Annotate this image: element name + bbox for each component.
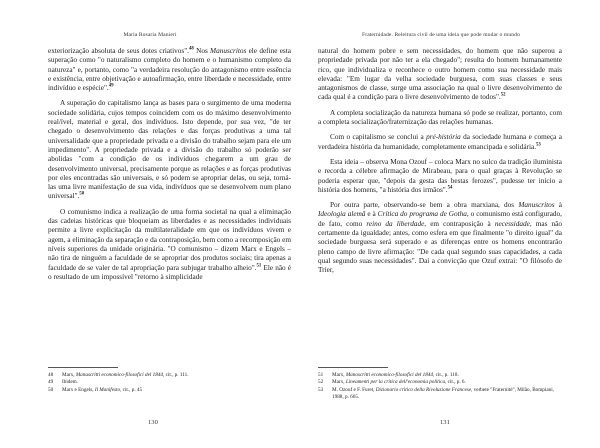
footnote-text <box>62 387 291 394</box>
left-footnotes <box>48 372 291 394</box>
right-page-number: 131 <box>440 419 450 426</box>
footnote <box>48 372 291 379</box>
text-run: , mas não certamente da igualdade; antes, como esfera em que finalmente "o direito igual" da sociedade burguesa será superado e as diferenças entre os homens encontrarão pleno campo de livre afirmação: "De cada qual segundo suas capacidades, a cada qual segundo suas necessidades". Daí a convicção que Ozuf extrai: "O filósofo de Trier, <box>318 219 562 275</box>
footnote-ref: 54 <box>447 185 453 191</box>
left-footnote-rule <box>48 367 118 368</box>
text-run: Marx e Engels, <box>62 386 95 393</box>
footnote-number: 49 <box>48 379 54 386</box>
text-run: Ibidem. <box>62 379 78 386</box>
text-run: Com o capitalismo se conclui a <box>330 133 427 142</box>
footnote-ref: 52 <box>500 93 506 99</box>
paragraph <box>318 109 562 128</box>
italic-text: Manuscritos <box>210 47 247 55</box>
text-run: Por outra parte, observando-se bem a obra marxiana, dos <box>330 201 519 210</box>
paragraph <box>318 47 562 103</box>
italic-text: pré-história <box>426 133 461 142</box>
italic-text: necessidade <box>494 219 530 228</box>
footnote <box>48 387 291 394</box>
right-footnotes <box>318 372 562 401</box>
text-run: natural do homem pobre e sem necessidades, do homem que não superou a propriedade privada por não ter a ela chegado"; resulta do homem humanamente rico, que individualiza e reconhece o outro homem como sua necessidade mais elevada: "Em lugar da velha sociedade burguesa, com suas classes e seus antagonismos de classe, surge uma associação na qual o livre desenvolvimento de cada qual é a condição para o livre desenvolvimento de todos". <box>318 47 562 102</box>
text-run: O comunismo indica a realização de uma forma societal na qual a eliminação das cadeias históricas que bloqueiam as liberdades e as necessidades individuais permite a livre explicitação da multilateralidade em que os indivíduos vivem e agem, a eliminação da separação e da contraposição, bem como a recomposição em níveis superiores da unidade originária. "O comunismo – dizem Marx e Engels – não tira de ninguém a faculdade de se apropriar dos produtos sociais; tira apenas a faculdade de se valer de tal apropriação para subjugar trabalho alheio". <box>48 207 291 272</box>
text-run: , verbete "Fraternité", Milão, Bompiani, 1988, p. 665. <box>332 386 554 400</box>
text-run: A superação do capitalismo lança as bases para o surgimento de uma moderna sociedade solidária, cujos tempos coincidem com os do máximo desenvolvimento real/ível, material e geral, dos indivíduos. Isto depende, por sua vez, "de ter chegado o desenvolvimento das relações e das forças produtivas a uma tal universalidade que a propriedade privada e a divisão do trabalho sejam para ele um impedimento". A propriedade privada e a divisão do trabalho só poderão ser abolidas "com a condição de os indivíduos chegarem a um grau de desenvolvimento universal, precisamente porque as relações e as forças produtivas por eles encontradas são universais, e só podem se apropriar delas, ou seja, torná-las uma livre manifestação de sua vida, indivíduos que se desenvolvem num plano universal". <box>48 99 291 201</box>
italic-text: Dizionario critico della Rivoluzione Francese <box>375 386 472 393</box>
text-run: , em contraposição à <box>424 219 495 228</box>
footnote-ref: 48 <box>189 46 194 52</box>
footnote-number: 53 <box>318 386 324 393</box>
italic-text: Crítica do programa de Gotha <box>377 210 467 219</box>
text-run: Nos <box>193 47 211 55</box>
footnote-text <box>62 379 291 386</box>
footnote-number: 50 <box>48 386 54 393</box>
footnote-text <box>332 372 562 379</box>
text-run: ele define esta superação como "o naturalismo completo do homem e o humanismo completo da natureza" e, portanto, como "a verdadeira resolução do antagonismo entre essência e existência, entre objetivação e autoafirmação, entre liberdade e necessidade, entre indivíduo e espécie". <box>48 47 291 93</box>
footnote-text <box>62 372 291 379</box>
text-run: , cit., p. 45 <box>120 386 143 393</box>
footnote-text <box>332 387 562 402</box>
right-body-text <box>318 47 562 276</box>
italic-text: Il Manifesto <box>94 386 121 393</box>
paragraph <box>318 201 562 275</box>
italic-text: Manuscritti economico-filosofici del 1844 <box>75 372 164 378</box>
text-run: , cit., p. 118. <box>433 372 459 378</box>
italic-text: Manoscritti economico-filosofici del 1844 <box>345 372 434 378</box>
paragraph <box>48 208 291 282</box>
text-run: M. Ozouf e F. Furet, <box>332 386 376 393</box>
right-page <box>300 0 600 448</box>
italic-text: Manuscritos <box>518 201 555 210</box>
italic-text: Lineamenti per la critica dell'economia politica <box>345 379 446 386</box>
footnote-ref: 50 <box>79 192 85 198</box>
paragraph <box>318 158 562 195</box>
paragraph <box>48 99 291 201</box>
right-footnote-rule <box>318 367 388 368</box>
text-run: Marx, <box>62 372 76 378</box>
left-running-head: Maria Rosaria Manieri <box>123 32 177 38</box>
left-page-number: 130 <box>148 419 158 426</box>
right-running-head: Fraternidade. Releitura civil de uma ideia que pode mudar o mundo <box>362 32 520 38</box>
text-run: Marx, <box>332 379 346 386</box>
text-run: Ele não é o resultado de um impossível "retorno à simplicidade <box>48 263 291 281</box>
text-run: à <box>554 201 562 210</box>
italic-text: Ideologia alemã <box>318 210 366 219</box>
footnote <box>318 372 562 379</box>
footnote <box>318 379 562 386</box>
footnote-ref: 49 <box>108 83 114 89</box>
text-run: e à <box>365 210 378 219</box>
text-run: A completa socialização da natureza humana só pode se realizar, portanto, com a completa socialização/fraternização das relações humanas. <box>318 108 562 127</box>
text-run: Esta ideia – observa Mona Ozouf – coloca Marx no sulco da tradição iluminista e recorda a célebre afirmação de Mirabeau, para o qual graças à Revolução se poderia esperar que, "depois da gesta das bestas ferozes", pudesse ter início a história dos homens, "a história dos irmãos". <box>318 157 562 194</box>
text-run: , cit., p. 6. <box>445 379 466 386</box>
footnote-number: 52 <box>318 379 324 386</box>
text-run: exteriorização absoluta de seus dotes criativos". <box>48 47 189 55</box>
italic-text: reino da liberdade <box>366 219 425 228</box>
footnote-ref: 53 <box>536 142 541 148</box>
footnote <box>48 379 291 386</box>
left-body-text <box>48 47 291 282</box>
text-run: , o comunismo está configurado, de fato, como <box>318 210 562 228</box>
footnote-number: 48 <box>48 372 54 378</box>
text-run: da sociedade humana e começa a verdadeira história da humanidade, completamente emancipada e solidária. <box>318 133 562 151</box>
footnote-ref: 51 <box>256 263 262 269</box>
paragraph <box>48 47 291 93</box>
text-run: Marx, <box>332 372 346 378</box>
text-run: , cit., p. 111. <box>163 372 189 378</box>
paragraph <box>318 133 562 152</box>
footnote-number: 51 <box>318 372 324 378</box>
footnote <box>318 387 562 402</box>
footnote-text <box>332 379 562 386</box>
